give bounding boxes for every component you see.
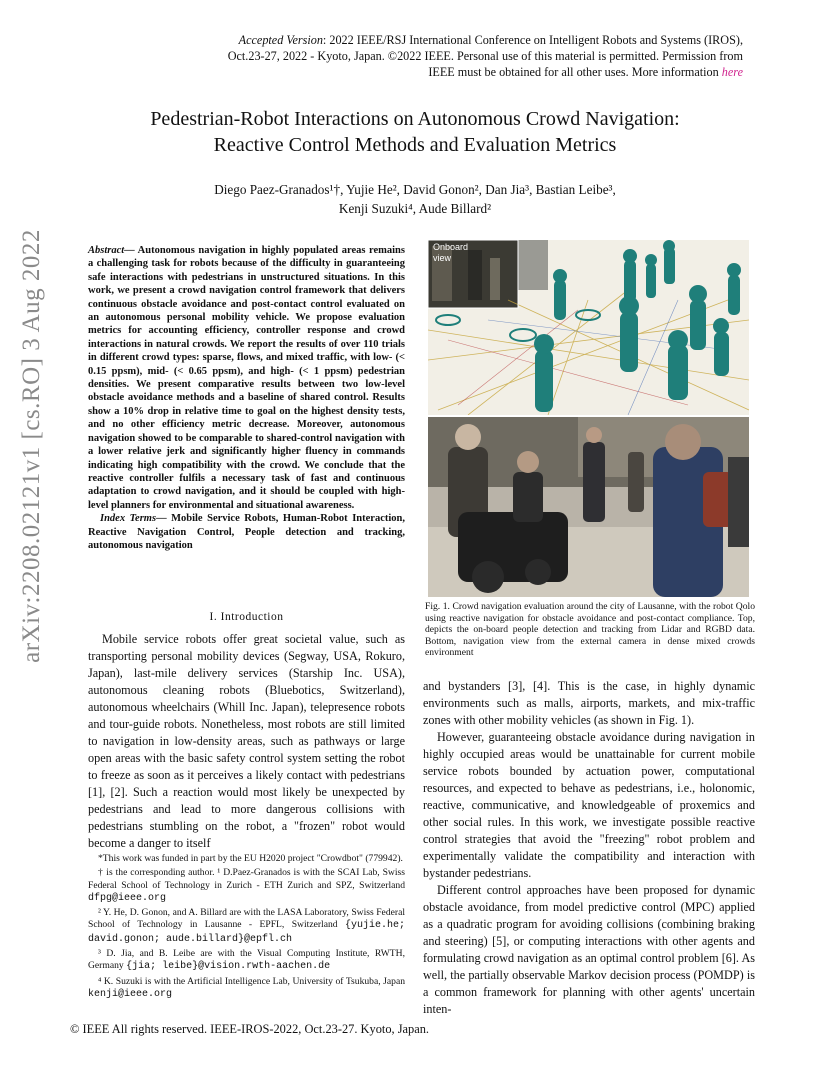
figure-external-camera-view [428, 417, 749, 597]
intro-paragraph: Mobile service robots offer great societal value, such as transporting personal mobility devices (Segway, USA, Rokuro, Japan), last-mile delivery services (Starship Inc. USA), autonomous cleaning robots (Bluebotics, Switzerland), autonomous wheelchairs (Whill Inc. Japan), telepresence robots and tour-guide robots. Nonetheless, most robots are still limited to navigation in low-density areas, such as pathways or large open areas with the basic safety control system setting the robot to freeze as soon as it perceives a likely contact with pedestrians [1], [2]. Such a reaction would most likely be unexpected by pedestrians and lead to more dangerous collisions with pedestrians stumbling on the robot, a "frozen" robot would become a danger to itself [88, 632, 405, 850]
intro-left-column [88, 631, 405, 852]
footnotes [88, 853, 405, 1003]
footnote-2: ² Y. He, D. Gonon, and A. Billard are with the LASA Laboratory, Swiss Federal School of Technology in Lausanne - EPFL, Switzerland [88, 907, 405, 931]
footnote-2-email[interactable]: {yujie.he; david.gonon; aude.billard}@epfl.ch [88, 920, 405, 945]
crowd-photo [428, 417, 749, 597]
abstract-text: — Autonomous navigation in highly populated areas remains a challenging task for robots because of the difficulty in guaranteeing safe interactions with pedestrians in unstructured situations. In this work, we present a crowd navigation control framework that delivers continuous obstacle avoidance and post-contact control evaluated on an autonomous personal mobility vehicle. We propose evaluation metrics for accounting efficiency, controller response and crowd interactions in natural crowds. We report the results of over 110 trials in different crowd types: sparse, flows, and mixed traffic, with low- (< 0.15 ppsm), mid- (< 0.65 ppsm), and high- (< 1 ppsm) pedestrian densities. We present comparative results between two low-level obstacle avoidance methods and a baseline of shared control. Results show a 10% drop in relative time to goal on the highest density tests, and no other efficiency metric decrease. Moreover, autonomous navigation showed to be comparable to shared-control navigation with a lower relative jerk and significantly higher fluency in commands indicating high compatibility with the crowd. We conclude that the reactive controller fulfils a necessary task of fast and continuous adaptation to crowd navigation, and it should be coupled with high-level planners for environmental and situational awareness. [88, 245, 405, 511]
paper-title [60, 106, 770, 158]
footnote-4: ⁴ K. Suzuki is with the Artificial Intelligence Lab, University of Tsukuba, Japan [98, 975, 405, 987]
onboard-view-label [433, 242, 468, 264]
title-line-1: Pedestrian-Robot Interactions on Autonomous Crowd Navigation: [150, 108, 680, 130]
right-paragraph-1: and bystanders [3], [4]. This is the case, in highly dynamic environments such as malls, airports, markets, and mix-traffic zones with other mobility vehicles (as shown in Fig. 1). [423, 679, 755, 727]
notice-line1: : 2022 IEEE/RSJ International Conference on Intelligent Robots and Systems (IROS), [322, 33, 743, 47]
index-terms-text: — Mobile Service Robots, Human-Robot Interaction, Reactive Navigation Control, People detection and tracking, autonomous navigation [88, 513, 405, 551]
onboard-label-line1: Onboard [433, 242, 469, 252]
abstract-label: Abstract [88, 245, 125, 256]
right-paragraph-3: Different control approaches have been proposed for dynamic obstacle avoidance, from model predictive control (MPC) applied as a quadratic program for avoiding collisions (combining braking and steering) [5], or computing interactions with other agents and formulating crowd navigation as an optimal control problem [6]. As well, the partially observable Markov decision process (POMDP) is a common framework for planning with other agents' uncertain inten- [423, 883, 755, 1016]
copyright-notice [70, 32, 743, 80]
arxiv-stamp: arXiv:2208.02121v1 [cs.RO] 3 Aug 2022 [18, 229, 45, 663]
footnote-1: † is the corresponding author. ¹ D.Paez-Granados is with the SCAI Lab, Swiss Federal School of Technology in Zurich - ETH Zurich and SPZ, Switzerland [88, 867, 405, 891]
figure-caption: Fig. 1. Crowd navigation evaluation around the city of Lausanne, with the robot Qolo using reactive navigation for obstacle avoidance and post-contact compliance. Top, depicts the on-board people detection and tracking from Lidar and RGBD data. Bottom, navigation view from the external camera in dense mixed crowds environment [425, 601, 755, 659]
figure-onboard-view [428, 240, 749, 415]
section-heading-introduction: I. Introduction [209, 611, 284, 623]
footnote-3: ³ D. Jia, and B. Leibe are with the Visual Computing Institute, RWTH, Germany [88, 948, 405, 972]
onboard-label-line2: view [433, 253, 452, 263]
onboard-detection-image [428, 240, 749, 415]
abstract [88, 244, 405, 552]
footnote-4-email[interactable]: kenji@ieee.org [88, 988, 173, 1000]
notice-line2: Oct.23-27, 2022 - Kyoto, Japan. ©2022 IEEE. Personal use of this material is permitted. Permission from [227, 49, 743, 63]
index-terms-label: Index Terms [100, 513, 157, 525]
notice-line3: IEEE must be obtained for all other uses. More information [428, 65, 719, 79]
authors-line-1: Diego Paez-Granados¹†, Yujie He², David Gonon², Dan Jia³, Bastian Leibe³, [214, 182, 616, 197]
author-list [90, 180, 740, 218]
page-footer: © IEEE All rights reserved. IEEE-IROS-2022, Oct.23-27. Kyoto, Japan. [70, 1022, 430, 1036]
right-paragraph-2: However, guaranteeing obstacle avoidance during navigation in highly occupied areas would be unattainable for current mobile service robots bounded by actuation power, computational resources, and expected to behave as pedestrians, i.e., holonomic, reactive, communicative, and knowledgeable of proxemics and other social rules. In this work, we investigate possible reactive control strategies that avoid the "freezing" robot problem and experimentally validate the compatibility and interaction with bystander pedestrians. [423, 730, 755, 880]
title-line-2: Reactive Control Methods and Evaluation Metrics [213, 134, 617, 156]
notice-accepted-label: Accepted Version [238, 33, 323, 47]
intro-right-column [423, 678, 755, 1018]
footnote-funding: *This work was funded in part by the EU H2020 project "Crowdbot" (779942). [98, 853, 403, 864]
authors-line-2: Kenji Suzuki⁴, Aude Billard² [338, 201, 492, 216]
footnote-3-email[interactable]: {jia; leibe}@vision.rwth-aachen.de [126, 961, 331, 973]
footnote-1-email[interactable]: dfpg@ieee.org [88, 892, 167, 904]
notice-here-link[interactable]: here [721, 65, 743, 79]
